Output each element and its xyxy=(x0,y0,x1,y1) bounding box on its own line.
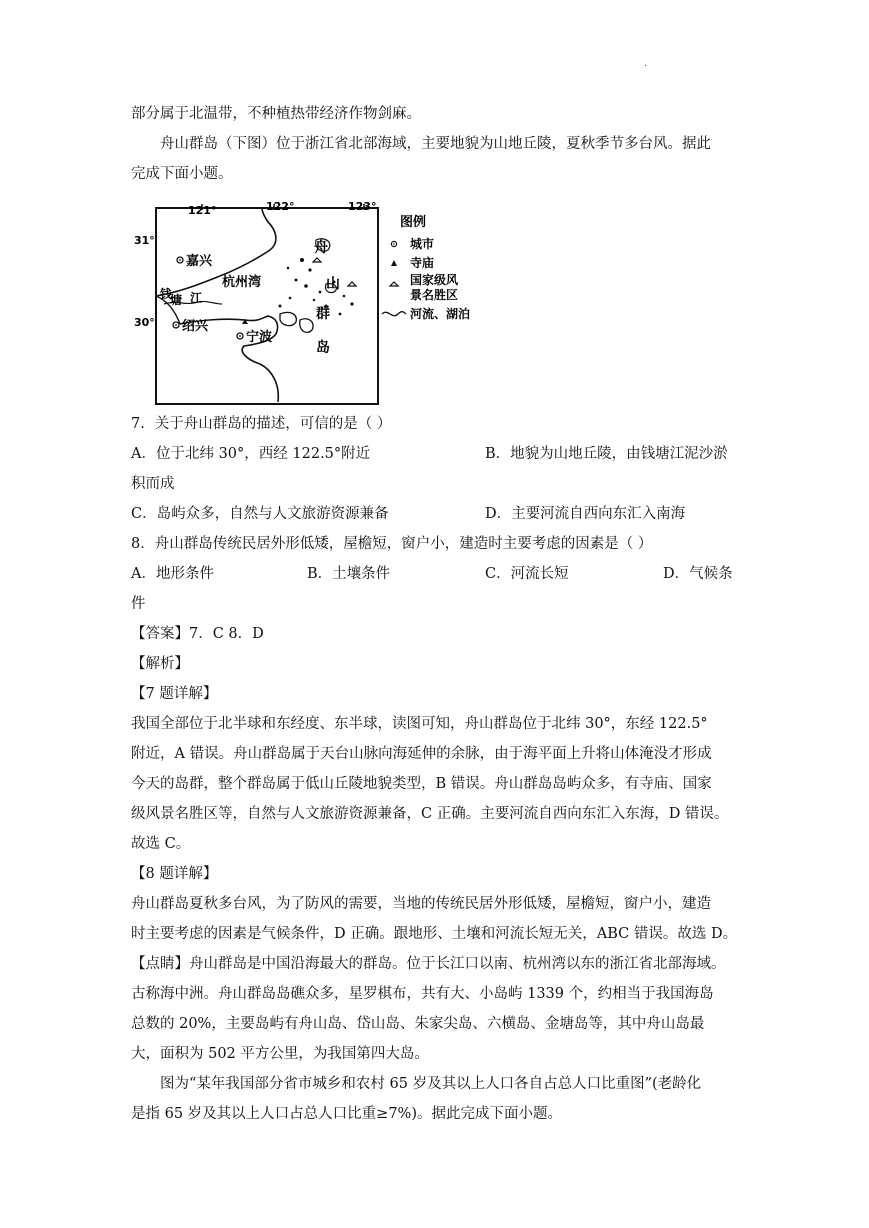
text-line: 我国全部位于北半球和东经度、东半球，读图可知，舟山群岛位于北纬 30°，东经 122.5° xyxy=(131,716,708,732)
scenic-icon xyxy=(348,282,356,286)
analysis-heading: 【解析】 xyxy=(131,656,189,672)
lon-label: 122° xyxy=(266,200,295,213)
question-7: 7．关于舟山群岛的描述，可信的是（ ） xyxy=(131,416,392,432)
place-qian: 钱 xyxy=(160,287,173,301)
text-line: 今天的岛群，整个群岛属于低山丘陵地貌类型，B 错误。舟山群岛岛屿众多，有寺庙、国家 xyxy=(131,776,712,792)
text-line: 图为“某年我国部分省市城乡和农村 65 岁及其以上人口各自占总人口比重图”(老龄化 xyxy=(160,1076,702,1092)
river-icon xyxy=(382,312,406,316)
legend-river: 河流、湖泊 xyxy=(410,307,471,321)
lon-label: 121° xyxy=(188,204,217,217)
lat-label: 30° xyxy=(134,316,155,329)
text-line: 完成下面小题。 xyxy=(131,166,233,182)
option-8a: A．地形条件 xyxy=(131,566,214,582)
option-7d: D．主要河流自西向东汇入南海 xyxy=(485,506,686,522)
option-8c: C．河流长短 xyxy=(485,566,569,582)
lon-label: 123° xyxy=(348,200,377,213)
text-line: 是指 65 岁及其以上人口占总人口比重≥7%)。据此完成下面小题。 xyxy=(131,1106,562,1122)
option-8d-cont: 件 xyxy=(131,596,146,612)
place-dao: 岛 xyxy=(316,340,330,356)
detail-8-heading: 【8 题详解】 xyxy=(131,866,218,882)
place-shan: 山 xyxy=(326,276,340,292)
detail-7-heading: 【7 题详解】 xyxy=(131,686,218,702)
question-8: 8．舟山群岛传统民居外形低矮，屋檐短，窗户小，建造时主要考虑的因素是（ ） xyxy=(131,536,653,552)
text-line: 部分属于北温带，不种植热带经济作物剑麻。 xyxy=(131,106,421,122)
place-hangzhouwan: 杭州湾 xyxy=(222,275,262,290)
place-shaoxing: 绍兴 xyxy=(182,319,209,334)
place-jiang: 江 xyxy=(190,291,203,305)
place-jiaxing: 嘉兴 xyxy=(186,254,213,269)
legend-city: 城市 xyxy=(410,237,435,251)
text-line: 级风景名胜区等，自然与人文旅游资源兼备，C 正确。主要河流自西向东汇入东海，D 错误。 xyxy=(131,806,729,822)
tip-paragraph: 【点睛】舟山群岛是中国沿海最大的群岛。位于长江口以南、杭州湾以东的浙江省北部海域。 xyxy=(131,956,726,972)
legend-title: 图例 xyxy=(400,215,427,230)
text-line: 大，面积为 502 平方公里，为我国第四大岛。 xyxy=(131,1046,429,1062)
scenic-icon xyxy=(390,282,398,286)
zhoushan-map xyxy=(130,196,500,408)
temple-icon xyxy=(391,260,397,266)
place-zhou: 舟 xyxy=(314,240,328,256)
answer: 【答案】7．C 8．D xyxy=(131,626,264,642)
option-7b: B．地貌为山地丘陵，由钱塘江泥沙淤 xyxy=(485,446,728,462)
text-line: 附近，A 错误。舟山群岛属于天台山脉向海延伸的余脉，由于海平面上升将山体淹没才形成 xyxy=(131,746,712,762)
lat-label: 31° xyxy=(134,234,155,247)
place-ningbo: 宁波 xyxy=(246,330,273,345)
text-line: 舟山群岛（下图）位于浙江省北部海域，主要地貌为山地丘陵，夏秋季节多台风。据此 xyxy=(160,136,711,152)
text-line: 故选 C。 xyxy=(131,836,191,852)
place-qun: 群 xyxy=(316,306,330,322)
legend-scenic: 国家级风 xyxy=(410,273,459,287)
option-7c: C．岛屿众多，自然与人文旅游资源兼备 xyxy=(131,506,389,522)
option-8d: D．气候条 xyxy=(663,566,733,582)
option-8b: B．土壤条件 xyxy=(307,566,391,582)
text-line: 总数的 20%，主要岛屿有舟山岛、岱山岛、朱家尖岛、六横岛、金塘岛等，其中舟山岛最 xyxy=(131,1016,705,1032)
map-legend xyxy=(382,214,470,321)
text-line: 古称海中洲。舟山群岛岛礁众多，星罗棋布，共有大、小岛屿 1339 个，约相当于我国海岛 xyxy=(131,986,714,1002)
header-mark: . xyxy=(644,58,648,69)
place-tang: 塘 xyxy=(170,293,183,307)
text-line: 舟山群岛夏秋多台风，为了防风的需要，当地的传统民居外形低矮，屋檐短，窗户小，建造 xyxy=(131,896,711,912)
option-7b-cont: 积而成 xyxy=(131,476,175,492)
map-frame xyxy=(156,208,378,404)
legend-scenic: 景名胜区 xyxy=(410,288,459,302)
option-7a: A．位于北纬 30°，西经 122.5°附近 xyxy=(131,446,371,462)
text-line: 时主要考虑的因素是气候条件，D 正确。跟地形、土壤和河流长短无关，ABC 错误。故选 D。 xyxy=(131,926,738,942)
legend-temple: 寺庙 xyxy=(410,256,435,270)
scenic-icon xyxy=(313,258,321,262)
